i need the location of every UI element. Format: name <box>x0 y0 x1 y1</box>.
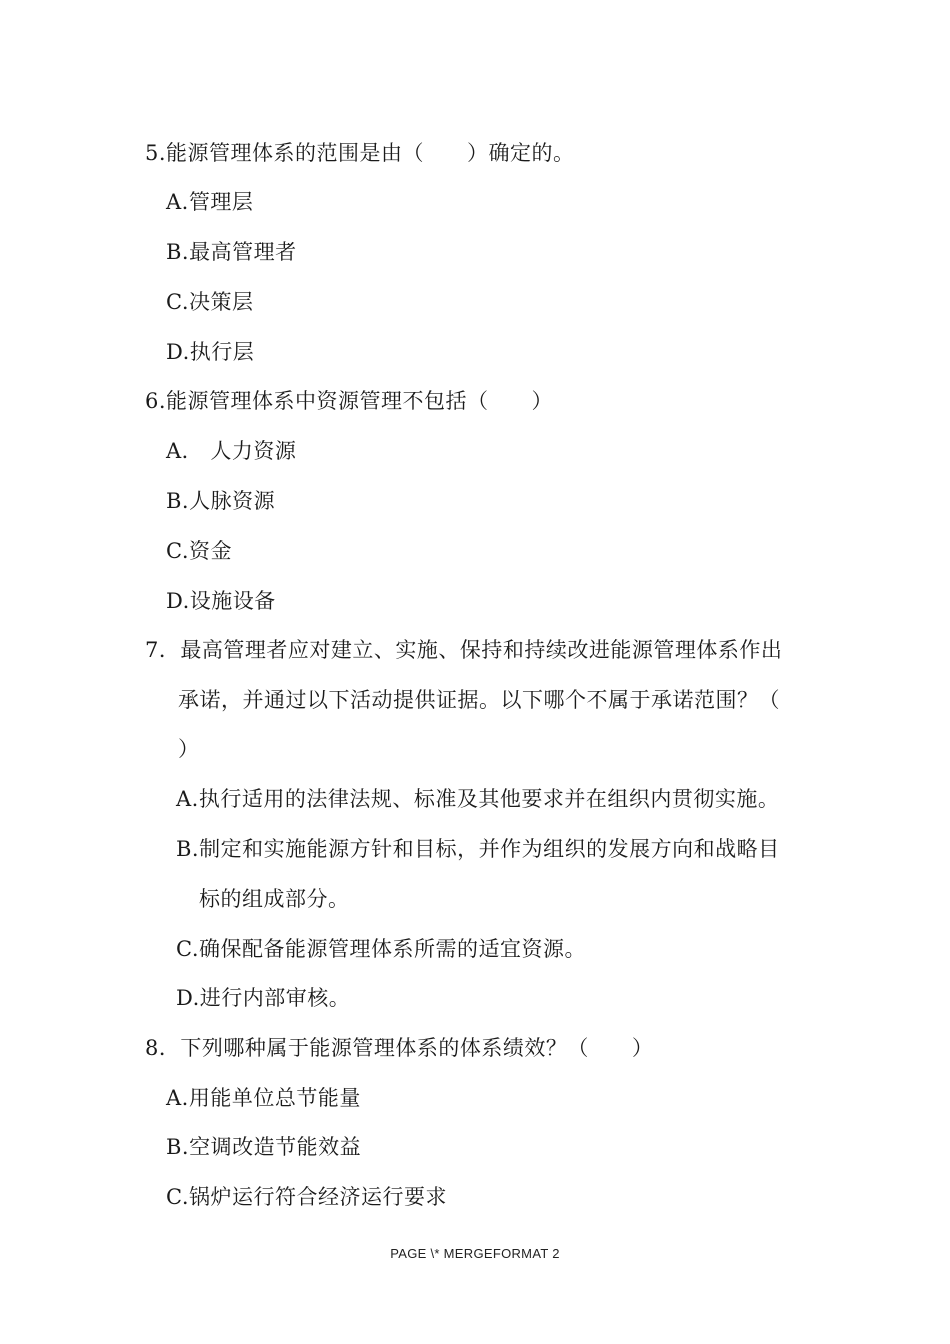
question-5-option-d: D.执行层 <box>166 340 255 364</box>
question-7-stem-line-2: 承诺，并通过以下活动提供证据。以下哪个不属于承诺范围？（ <box>178 688 780 712</box>
question-6-option-a: A． 人力资源 <box>166 439 297 463</box>
question-5-stem: 5.能源管理体系的范围是由（ ）确定的。 <box>145 141 575 165</box>
question-6-stem: 6.能源管理体系中资源管理不包括（ ） <box>145 389 554 413</box>
question-5-option-b: B.最高管理者 <box>166 240 297 264</box>
question-6-option-b: B.人脉资源 <box>166 489 276 513</box>
question-7-option-b-line-1: B.制定和实施能源方针和目标，并作为组织的发展方向和战略目 <box>176 837 780 861</box>
question-7-stem-line-3: ） <box>178 737 200 761</box>
question-6-option-c: C.资金 <box>166 539 232 563</box>
question-5-option-c: C.决策层 <box>166 290 254 314</box>
question-8-stem: 8．下列哪种属于能源管理体系的体系绩效？（ ） <box>145 1036 654 1060</box>
question-8-option-a: A.用能单位总节能量 <box>166 1086 361 1110</box>
question-8-option-c: C.锅炉运行符合经济运行要求 <box>166 1185 447 1209</box>
question-7-option-d: D.进行内部审核。 <box>176 986 351 1010</box>
question-7-option-c: C.确保配备能源管理体系所需的适宜资源。 <box>176 937 586 961</box>
question-7-option-a: A.执行适用的法律法规、标准及其他要求并在组织内贯彻实施。 <box>176 787 780 811</box>
question-7-option-b-line-2: 标的组成部分。 <box>199 887 350 911</box>
question-6-option-d: D.设施设备 <box>166 589 276 613</box>
page-footer-field-code: PAGE \* MERGEFORMAT 2 <box>390 1246 560 1261</box>
question-7-stem-line-1: 7．最高管理者应对建立、实施、保持和持续改进能源管理体系作出 <box>145 638 783 662</box>
question-5-option-a: A.管理层 <box>166 190 254 214</box>
question-8-option-b: B.空调改造节能效益 <box>166 1135 362 1159</box>
